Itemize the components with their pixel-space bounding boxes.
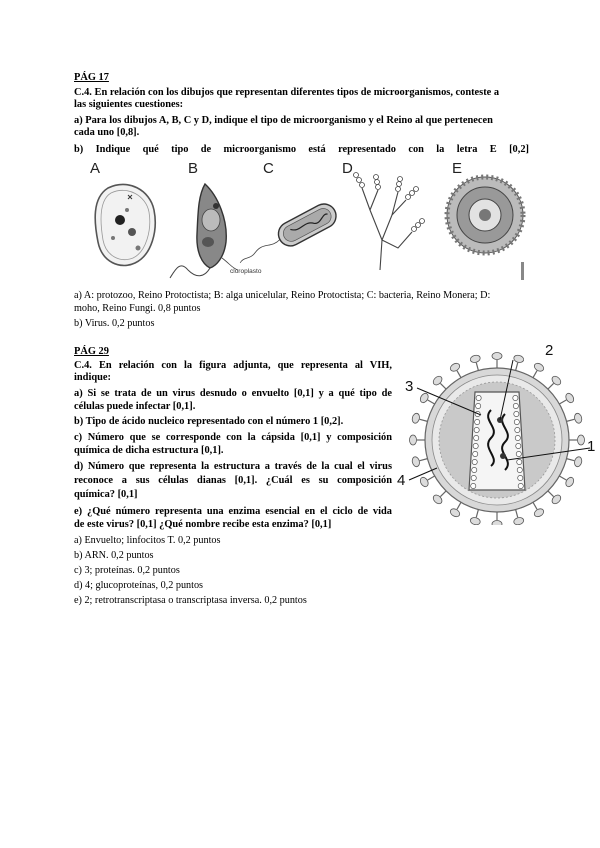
figure-letter-a: A	[90, 160, 101, 177]
hiv-label-3: 3	[405, 378, 414, 395]
answer-a-line1: a) A: protozoo, Reino Protoctista; B: alga unicelular, Reino Protoctista; C: bacteria, Reino Monera; D:	[74, 290, 491, 301]
section1-heading: PÁG 17	[74, 72, 109, 83]
question-d-line2: reconoce a sus células dianas [0,1]. ¿Cuál es su composición	[74, 475, 392, 486]
answer-d: d) 4; glucoproteínas, 0,2 puntos	[74, 580, 204, 591]
hiv-label-2: 2	[545, 342, 554, 359]
question-a-line1: a) Si se trata de un virus desnudo o envuelto [0,1] y a qué tipo de	[74, 388, 392, 399]
question-intro-line1: En relación con los dibujos que representan diferentes tipos de microorganismos, conteste a	[94, 87, 500, 98]
figure-letter-b: B	[188, 160, 199, 177]
answer-b: b) ARN. 0,2 puntos	[74, 550, 154, 561]
answer-e: e) 2; retrotranscriptasa o transcriptasa inversa. 0,2 puntos	[74, 595, 307, 606]
question-c-line2: química de dicha estructura [0,1].	[74, 445, 224, 456]
figure-marker	[521, 262, 524, 280]
hiv-drawing	[395, 340, 600, 525]
question-a-line2: cada uno [0,8].	[74, 127, 140, 138]
question-a-line2: células puede infectar [0,1].	[74, 401, 196, 412]
answer-a: a) Envuelto; linfocitos T. 0,2 puntos	[74, 535, 221, 546]
hiv-label-4: 4	[397, 472, 406, 489]
question-intro-line2: indique:	[74, 372, 111, 383]
question-a-line1: a) Para los dibujos A, B, C y D, indique el tipo de microorganismo y el Reino al que pertenecen	[74, 115, 493, 126]
protozoo-drawing	[95, 184, 155, 265]
virus-drawing	[447, 177, 523, 253]
answer-b: b) Virus. 0,2 puntos	[74, 318, 155, 329]
question-intro-line2: las siguientes cuestiones:	[74, 99, 184, 110]
section1-question-intro	[74, 87, 529, 99]
question-e-line2: de este virus? [0,1] ¿Qué nombre recibe esta enzima? [0,1]	[74, 519, 332, 530]
answer-a-line2: moho, Reino Fungi. 0,8 puntos	[74, 303, 201, 314]
question-d-line1: d) Número que representa la estructura a través de la cual el virus	[74, 461, 392, 472]
question-c-line1: c) Número que se corresponde con la cápsida [0,1] y composición	[74, 432, 392, 443]
question-label: C.4.	[74, 87, 92, 98]
question-b: b) Indique qué tipo de microorganismo está representado con la letra E [0,2]	[74, 144, 529, 155]
question-intro-line1: C.4. En relación con la figura adjunta, que representa al VIH,	[74, 360, 392, 371]
figure-letter-d: D	[342, 160, 353, 177]
alga-drawing	[170, 184, 238, 278]
answer-c: c) 3; proteínas. 0,2 puntos	[74, 565, 180, 576]
bacteria-drawing	[234, 200, 341, 272]
figure-letter-e: E	[452, 160, 463, 177]
mold-drawing	[354, 173, 425, 271]
hiv-figure	[395, 340, 600, 525]
microorganisms-figure	[80, 160, 530, 285]
figure-letter-c: C	[263, 160, 274, 177]
question-b: b) Tipo de ácido nucleico representado con el número 1 [0,2].	[74, 416, 344, 427]
question-d-line3: química? [0,1]	[74, 489, 138, 500]
chloroplast-label: cloroplasto	[230, 268, 262, 275]
question-e-line1: e) ¿Qué número representa una enzima esencial en el ciclo de vida	[74, 506, 392, 517]
hiv-label-1: 1	[587, 438, 596, 455]
section2-heading: PÁG 29	[74, 346, 109, 357]
microorganisms-drawing	[80, 160, 530, 285]
